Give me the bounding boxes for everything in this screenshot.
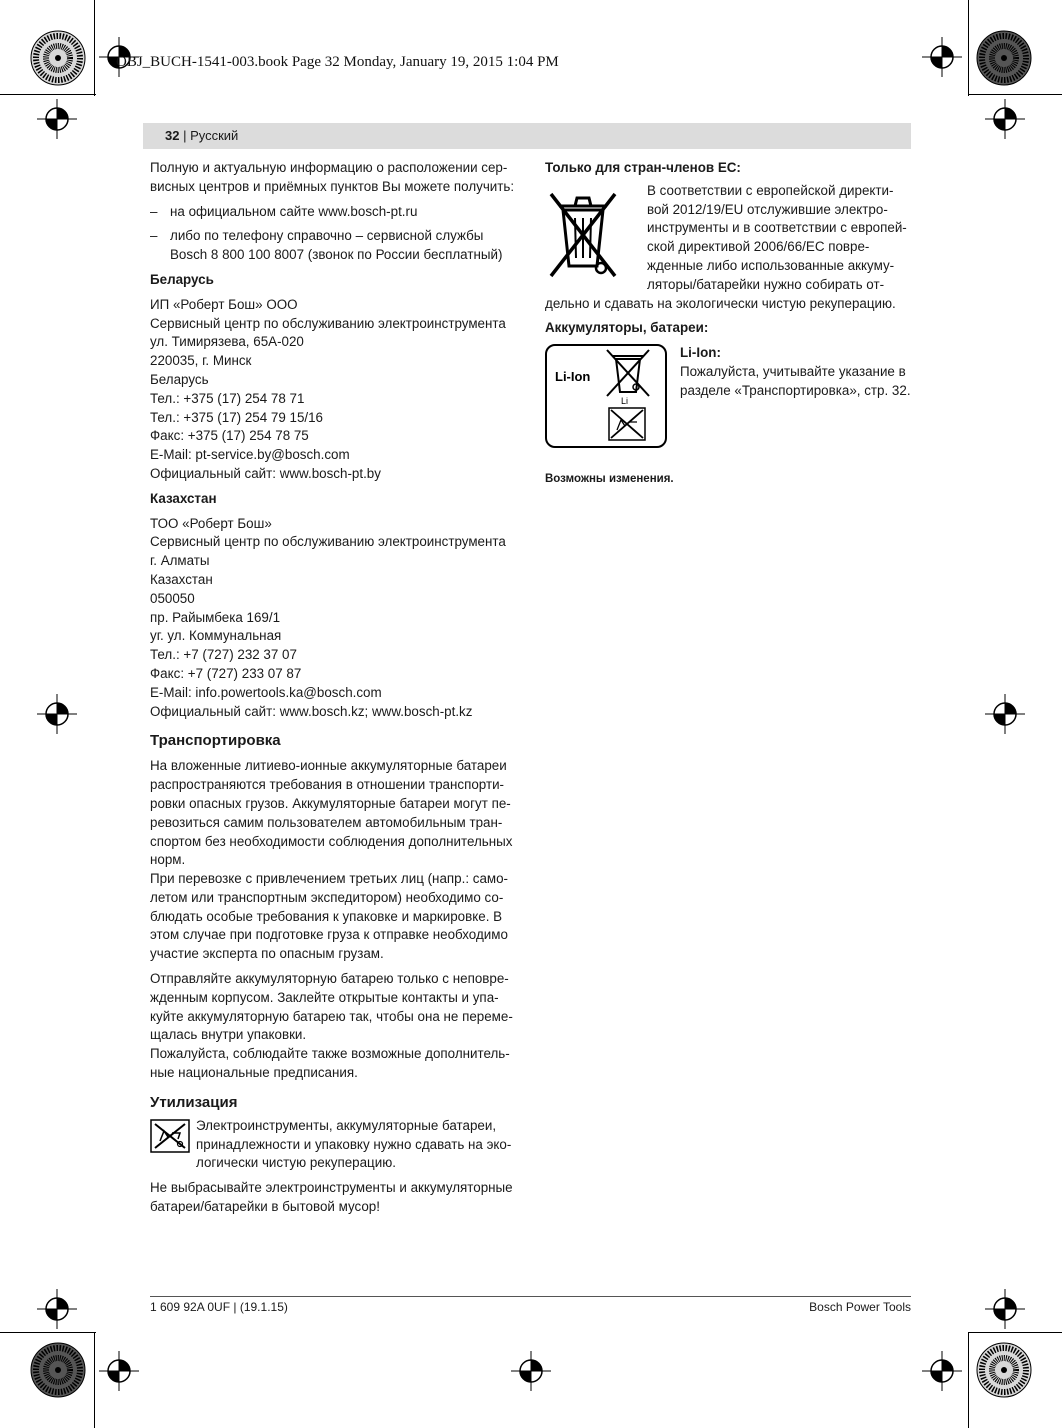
address-line: Сервисный центр по обслуживанию электроинструмента <box>150 315 506 331</box>
address-line: Факс: +375 (17) 254 78 75 <box>150 428 309 444</box>
address-line: Официальный сайт: www.bosch.kz; www.bosch-pt.kz <box>150 703 473 719</box>
address-line: г. Алматы <box>150 553 210 569</box>
page-header <box>165 128 238 143</box>
printer-rosette-icon <box>30 1342 86 1398</box>
right-column <box>545 159 915 489</box>
list-dash: – <box>150 228 158 244</box>
trim-line-bottom-right-h <box>968 1332 1062 1333</box>
page-language: | Русский <box>183 128 239 143</box>
registration-mark-icon <box>922 37 962 77</box>
disposal-icon-text: Электроинструменты, аккумуляторные батареи, принадлежности и упаковку нужно сдавать на эко-логически чистую рекуперацию. <box>196 1117 512 1171</box>
kazakhstan-heading: Казахстан <box>150 490 217 506</box>
footer-divider <box>150 1296 911 1297</box>
list-item-text: либо по телефону справочно – сервисной службы Bosch 8 800 100 8007 (звонок по России бесплатный) <box>170 228 503 263</box>
registration-mark-icon <box>985 99 1025 139</box>
kazakhstan-address <box>150 515 520 722</box>
belarus-heading: Беларусь <box>150 271 214 287</box>
recycle-icon <box>150 1119 190 1153</box>
address-line: ул. Тимирязева, 65А-020 <box>150 334 304 350</box>
crossed-out-wheelie-bin-icon <box>545 188 621 280</box>
left-column <box>150 159 520 1217</box>
li-ion-heading: Li-Ion: <box>680 345 721 361</box>
address-line: Казахстан <box>150 571 213 587</box>
registration-mark-icon <box>985 1289 1025 1329</box>
list-item <box>150 227 520 265</box>
footer-brand: Bosch Power Tools <box>809 1300 911 1314</box>
belarus-address <box>150 296 520 484</box>
trim-line-top-left-v <box>94 0 95 96</box>
address-line: Сервисный центр по обслуживанию электроинструмента <box>150 534 506 550</box>
trim-line-bottom-left-h <box>0 1332 96 1333</box>
li-ion-text: Пожалуйста, учитывайте указание в разделе «Транспортировка», стр. 32. <box>680 363 911 398</box>
trim-line-top-right-v <box>968 0 969 96</box>
printer-rosette-icon <box>976 1342 1032 1398</box>
eu-notice <box>545 182 915 314</box>
list-dash: – <box>150 203 158 219</box>
eu-directive-text: В соответствии с европейской директи-вой 2012/19/EU отслужившие электро-инструменты и в соответствии с европей-ской директивой 2006/66/EC повре-жденные либо использованные аккуму-ляторы/батарейки нужно собирать от-дельно и сдавать на экологически чистую рекуперацию. <box>545 182 907 311</box>
transport-paragraph: При перевозке с привлечением третьих лиц (напр.: само-летом или транспортным экспедитором) необходимо со-блюдать особые требования к упаковке и маркировке. В этом случае при подготовке груза к отправке необходимо участие эксперта по опасным грузам. <box>150 871 509 962</box>
changes-note: Возможны изменения. <box>545 473 674 486</box>
address-line: Факс: +7 (727) 233 07 87 <box>150 665 302 681</box>
trim-line-top-left-h <box>0 94 96 95</box>
li-ion-info <box>680 344 920 400</box>
address-line: 220035, г. Минск <box>150 353 252 369</box>
address-line: E-Mail: pt-service.by@bosch.com <box>150 447 350 463</box>
printer-rosette-icon <box>976 30 1032 86</box>
address-line: ТОО «Роберт Бош» <box>150 515 272 531</box>
list-item <box>150 203 520 222</box>
transport-paragraph: Отправляйте аккумуляторную батарею только с неповре-жденным корпусом. Заклейте открытые контакты и упа-куйте аккумуляторную батарею так, чтобы она не переме-щалась внутри упаковки. <box>150 971 513 1043</box>
address-line: E-Mail: info.powertools.ka@bosch.com <box>150 684 382 700</box>
printer-rosette-icon <box>30 30 86 86</box>
registration-mark-icon <box>37 1289 77 1329</box>
address-line: ИП «Роберт Бош» ООО <box>150 296 298 312</box>
li-ion-badge <box>545 344 667 448</box>
registration-mark-icon <box>37 99 77 139</box>
service-intro: Полную и актуальную информацию о расположении сер-висных центров и приёмных пунктов Вы можете получить: <box>150 160 515 194</box>
batteries-heading: Аккумуляторы, батареи: <box>545 320 709 336</box>
list-item-text: на официальном сайте www.bosch-pt.ru <box>170 203 418 219</box>
page-header-bar <box>143 123 911 149</box>
disposal-heading: Утилизация <box>150 1093 238 1111</box>
address-line: пр. Райымбека 169/1 <box>150 609 281 625</box>
trim-line-bottom-left-v <box>94 1332 95 1428</box>
li-badge-small: Li <box>621 396 629 407</box>
registration-mark-icon <box>922 1351 962 1391</box>
print-info: OBJ_BUCH-1541-003.book Page 32 Monday, January 19, 2015 1:04 PM <box>116 54 559 70</box>
address-line: Тел.: +375 (17) 254 79 15/16 <box>150 409 324 425</box>
trim-line-top-right-h <box>968 94 1062 95</box>
registration-mark-icon <box>99 1351 139 1391</box>
transport-paragraph: Пожалуйста, соблюдайте также возможные дополнитель-ные национальные предписания. <box>150 1046 510 1081</box>
address-line: уг. ул. Коммунальная <box>150 628 282 644</box>
transport-paragraph: На вложенные литиево-ионные аккумуляторные батареи распространяются требования в отношении транспорти-ровки опасных грузов. Аккумуляторные батареи могут пе-ревозиться самим пользователем автомобильным тран-спортом без необходимости соблюдения дополнительных норм. <box>150 758 513 868</box>
disposal-notice <box>150 1117 520 1173</box>
footer-doc-id: 1 609 92A 0UF | (19.1.15) <box>150 1300 288 1314</box>
disposal-warning: Не выбрасывайте электроинструменты и аккумуляторные батареи/батарейки в бытовой мусор! <box>150 1180 513 1215</box>
registration-mark-icon <box>985 694 1025 734</box>
li-ion-badge-label: Li-Ion <box>555 369 591 385</box>
eu-heading: Только для стран-членов ЕС: <box>545 160 741 175</box>
page-number: 32 <box>165 128 180 143</box>
address-line: Тел.: +375 (17) 254 78 71 <box>150 390 305 406</box>
address-line: Официальный сайт: www.bosch-pt.by <box>150 465 381 481</box>
trim-line-bottom-right-v <box>968 1332 969 1428</box>
battery-notice <box>545 344 915 448</box>
address-line: Тел.: +7 (727) 232 37 07 <box>150 647 297 663</box>
registration-mark-icon <box>37 694 77 734</box>
address-line: 050050 <box>150 590 195 606</box>
registration-mark-icon <box>511 1351 551 1391</box>
transport-heading: Транспортировка <box>150 732 281 750</box>
address-line: Беларусь <box>150 371 209 387</box>
